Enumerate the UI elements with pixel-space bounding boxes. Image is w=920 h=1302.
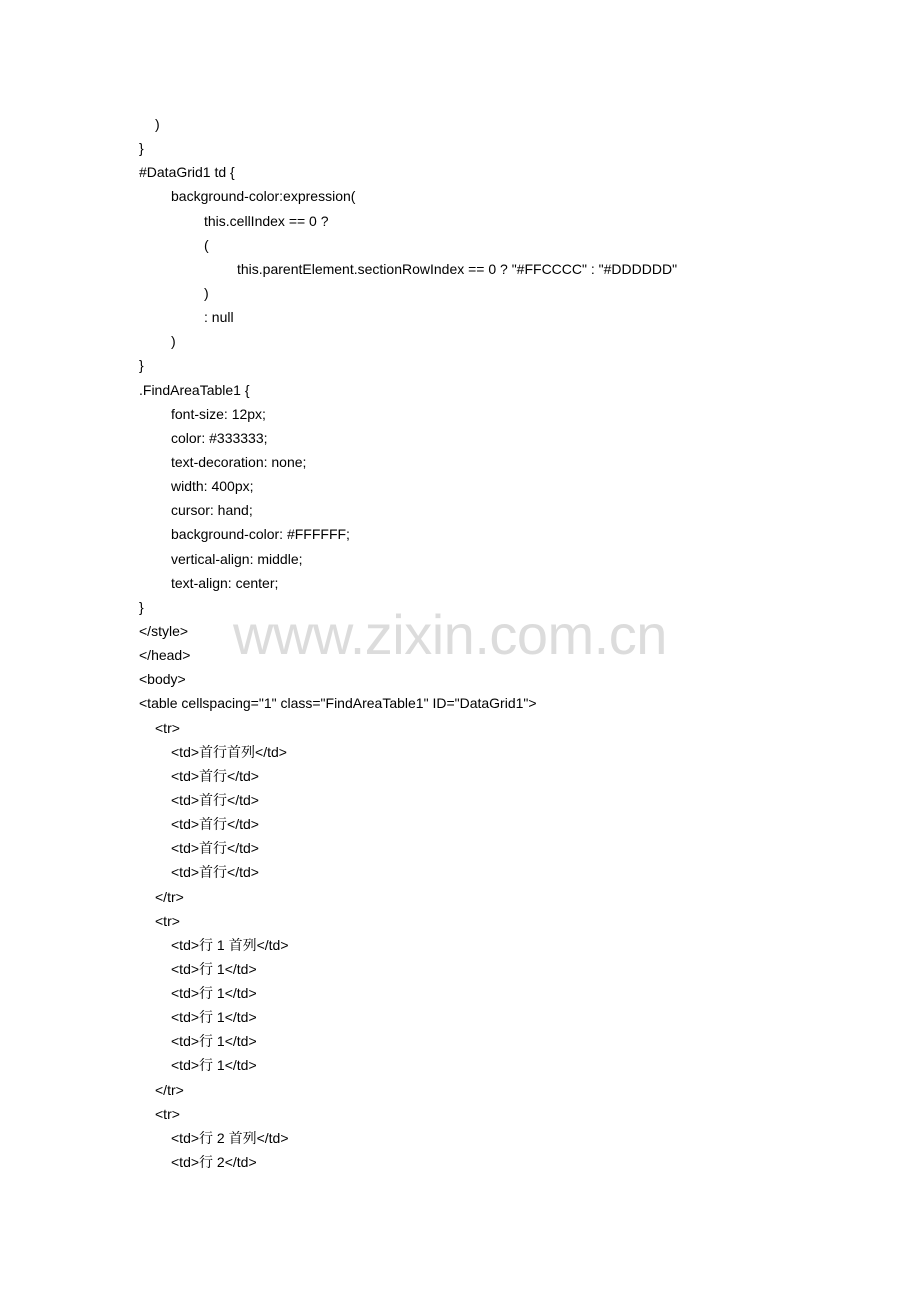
code-line: vertical-align: middle; (171, 550, 303, 567)
code-line: <td>首行</td> (171, 791, 259, 808)
code-line: <td>行 2 首列</td> (171, 1129, 289, 1146)
code-line: .FindAreaTable1 { (139, 381, 250, 398)
code-line: width: 400px; (171, 478, 254, 495)
code-line: <td>首行</td> (171, 816, 259, 833)
code-line: text-decoration: none; (171, 453, 307, 470)
watermark: www.zixin.com.cn (233, 603, 667, 666)
code-line: <td>首行</td> (171, 864, 259, 881)
code-line: </style> (139, 622, 189, 639)
code-line: <td>行 1 首列</td> (171, 936, 289, 953)
code-line: } (139, 598, 144, 615)
code-line: ) (155, 116, 160, 132)
code-line: } (139, 357, 144, 374)
code-line: this.cellIndex == 0 ? (204, 212, 329, 229)
code-line: ( (204, 236, 209, 253)
code-line: this.parentElement.sectionRowIndex == 0 ? "#FFCCCC" : "#DDDDDD" (237, 260, 678, 277)
code-line: <tr> (155, 912, 180, 929)
code-line: <td>行 1</td> (171, 1033, 257, 1050)
code-line: font-size: 12px; (171, 405, 266, 422)
code-line: background-color: #FFFFFF; (171, 526, 350, 543)
code-line: </tr> (155, 1081, 184, 1098)
code-line: <table cellspacing="1" class="FindAreaTable1" ID="DataGrid1"> (139, 695, 537, 712)
code-line: <td>首行</td> (171, 840, 259, 857)
code-line: background-color:expression( (171, 188, 356, 205)
code-line: <tr> (155, 719, 180, 736)
code-line: </tr> (155, 888, 184, 905)
code-line: <td>行 2</td> (171, 1154, 257, 1171)
code-line: cursor: hand; (171, 502, 253, 519)
code-line: ) (171, 333, 176, 350)
code-line: </head> (139, 647, 191, 664)
code-line: <td>首行首列</td> (171, 743, 287, 760)
code-line: color: #333333; (171, 429, 268, 446)
code-line: } (139, 140, 144, 157)
code-line: <td>行 1</td> (171, 960, 257, 977)
code-line: text-align: center; (171, 574, 279, 591)
code-line: <td>行 1</td> (171, 1009, 257, 1026)
code-line: <body> (139, 671, 186, 688)
code-listing (139, 112, 677, 1174)
code-line: ) (204, 284, 209, 301)
code-line: <tr> (155, 1105, 180, 1122)
code-line: <td>首行</td> (171, 767, 259, 784)
code-line: <td>行 1</td> (171, 985, 257, 1002)
code-line: <td>行 1</td> (171, 1057, 257, 1074)
code-line: : null (204, 309, 234, 326)
code-line: #DataGrid1 td { (139, 164, 235, 181)
